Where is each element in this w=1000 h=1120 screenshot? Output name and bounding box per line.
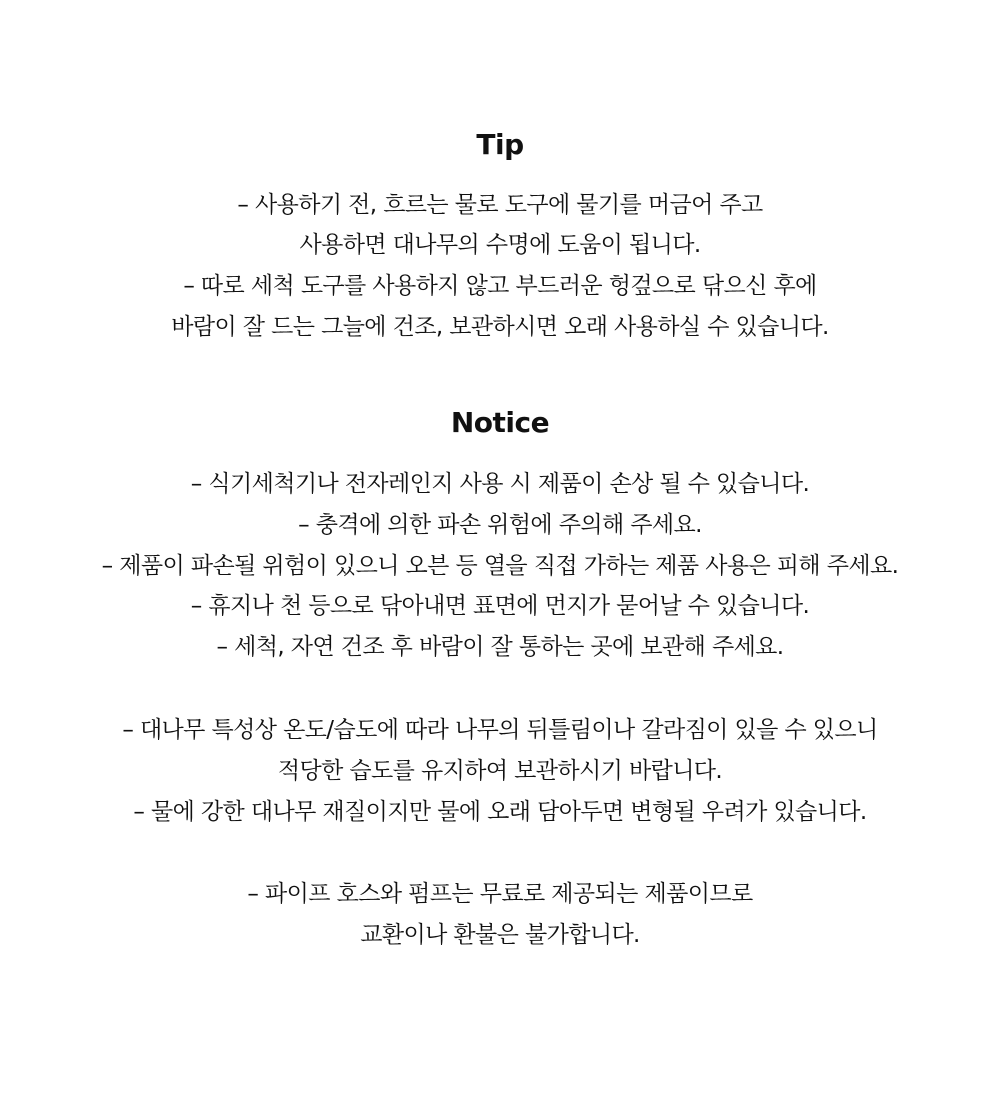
tip-heading: Tip [476, 128, 524, 161]
notice-line-1: – 식기세척기나 전자레인지 사용 시 제품이 손상 될 수 있습니다. [190, 471, 810, 497]
notice-line-7: 적당한 습도를 유지하여 보관하시기 바랍니다. [277, 758, 723, 784]
notice-line-2: – 충격에 의한 파손 위험에 주의해 주세요. [298, 512, 702, 538]
tip-line-1: – 사용하기 전, 흐르는 물로 도구에 물기를 머금어 주고 [237, 192, 763, 218]
notice-line-9: – 파이프 호스와 펌프는 무료로 제공되는 제품이므로 [247, 881, 753, 907]
tip-line-3: – 따로 세척 도구를 사용하지 않고 부드러운 헝겊으로 닦으신 후에 [183, 273, 817, 299]
tip-line-2: 사용하면 대나무의 수명에 도움이 됩니다. [299, 232, 701, 258]
notice-line-8: – 물에 강한 대나무 재질이지만 물에 오래 담아두면 변형될 우려가 있습니다. [133, 799, 867, 825]
tip-line-4: 바람이 잘 드는 그늘에 건조, 보관하시면 오래 사용하실 수 있습니다. [171, 314, 829, 340]
notice-line-10: 교환이나 환불은 불가합니다. [360, 922, 640, 948]
notice-line-3: – 제품이 파손될 위험이 있으니 오븐 등 열을 직접 가하는 제품 사용은 피해 주세요. [101, 553, 899, 579]
notice-line-5: – 세척, 자연 건조 후 바람이 잘 통하는 곳에 보관해 주세요. [216, 634, 784, 660]
notice-line-6: – 대나무 특성상 온도/습도에 따라 나무의 뒤틀림이나 갈라짐이 있을 수 있으니 [122, 717, 878, 743]
notice-line-4: – 휴지나 천 등으로 닦아내면 표면에 먼지가 묻어날 수 있습니다. [190, 593, 810, 619]
notice-heading: Notice [450, 406, 550, 439]
